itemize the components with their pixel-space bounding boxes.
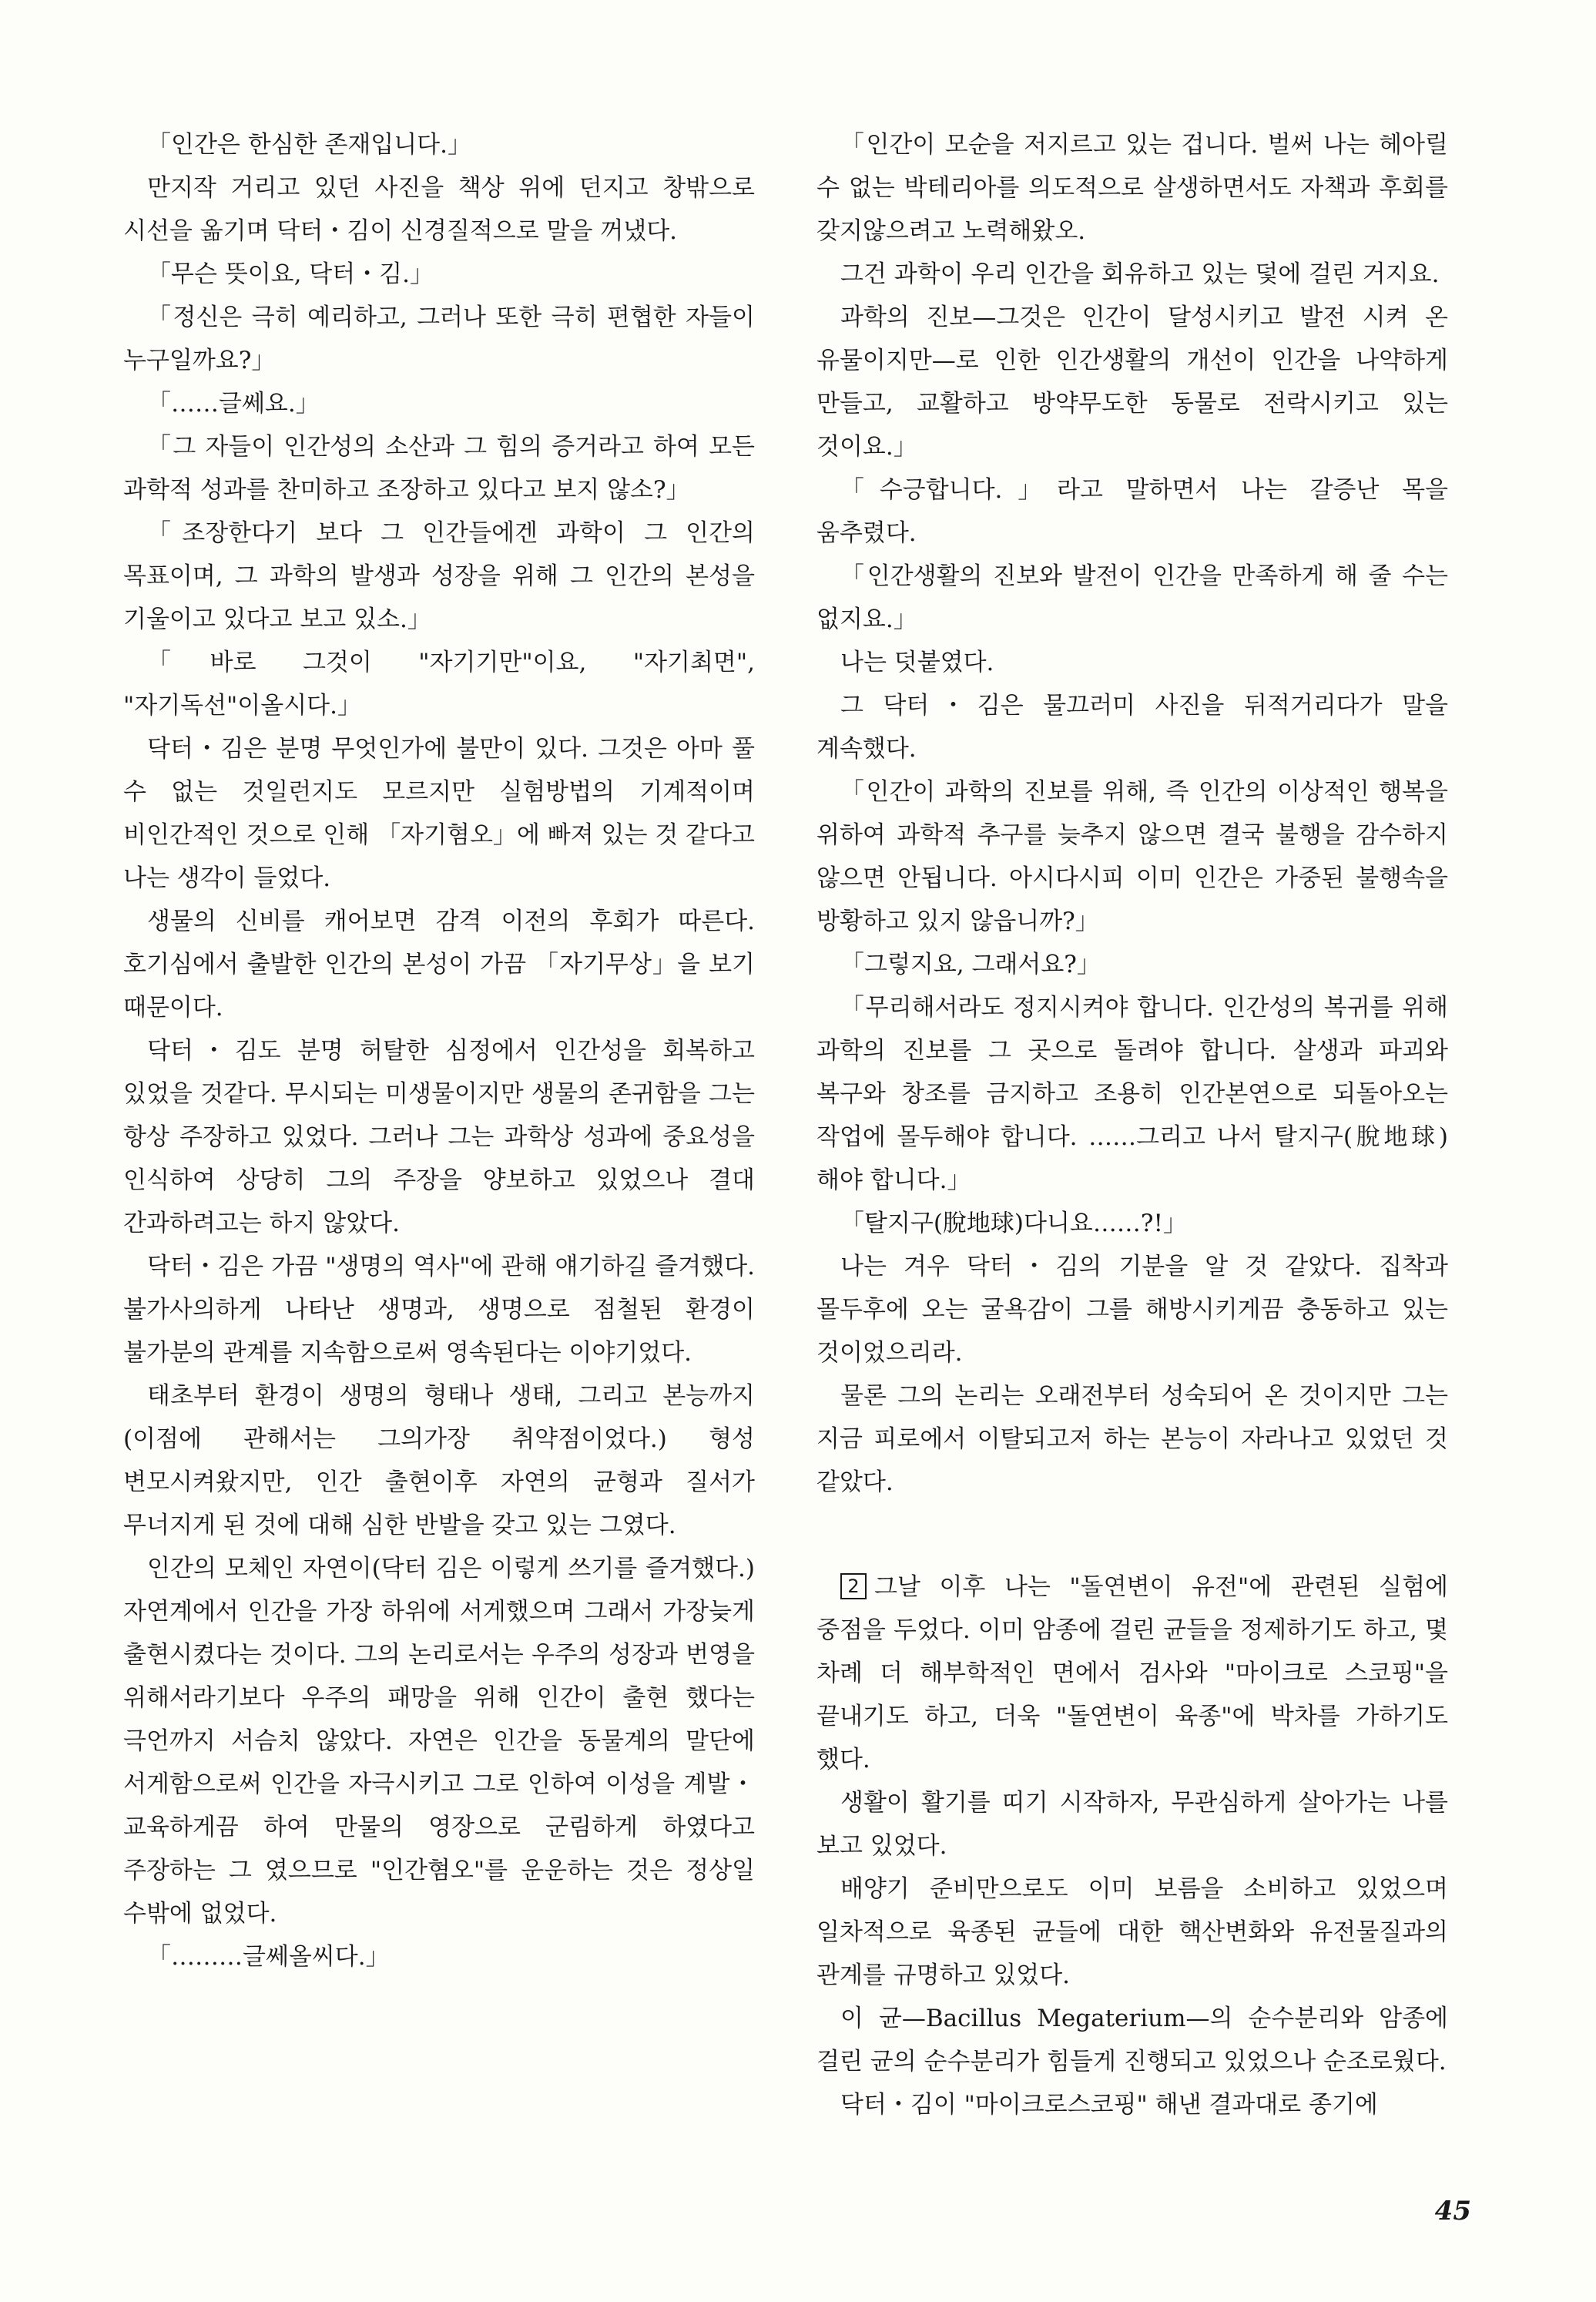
paragraph: 배양기 준비만으로도 이미 보름을 소비하고 있었으며 일차적으로 육종된 균들에 대한 핵산변화와 유전물질과의 관계를 규명하고 있었다. — [816, 1875, 1448, 1989]
paragraph: 과학의 진보—그것은 인간이 달성시키고 발전 시켜 온 유물이지만—로 인한 인간생활의 개선이 인간을 나약하게 만들고, 교활하고 방약무도한 동물로 전락시키고 있는 것이요.」 — [816, 304, 1448, 461]
paragraph: 만지작 거리고 있던 사진을 책상 위에 던지고 창밖으로 시선을 옮기며 닥터・김이 신경질적으로 말을 꺼냈다. — [123, 174, 755, 245]
paragraph: 그건 과학이 우리 인간을 회유하고 있는 덫에 걸린 거지요. — [840, 260, 1440, 288]
paragraph: 「……글쎄요.」 — [147, 390, 320, 418]
paragraph: 나는 덧붙였다. — [840, 649, 994, 676]
paragraph: 「인간이 과학의 진보를 위해, 즉 인간의 이상적인 행복을 위하여 과학적 추구를 늦추지 않으면 결국 불행을 감수하지 않으면 안됩니다. 아시다시피 이미 인간은 가중된 불행속을 방황하고 있지 않읍니까?」 — [816, 778, 1448, 935]
paragraph: 「그 자들이 인간성의 소산과 그 힘의 증거라고 하여 모든 과학적 성과를 찬미하고 조장하고 있다고 보지 않소?」 — [123, 433, 755, 504]
paragraph: 「인간생활의 진보와 발전이 인간을 만족하게 해 줄 수는 없지요.」 — [816, 562, 1448, 633]
paragraph: 닥터・김도 분명 허탈한 심정에서 인간성을 회복하고 있었을 것같다. 무시되는 미생물이지만 생물의 존귀함을 그는 항상 주장하고 있었다. 그러나 그는 과학상 성과에 중요성을 인식하여 상당히 그의 주장을 양보하고 있었으나 결대 간과하려고는 하지 않았다. — [123, 1037, 755, 1237]
paragraph: 생물의 신비를 캐어보면 감격 이전의 후회가 따른다. 호기심에서 출발한 인간의 본성이 가끔 「자기무상」을 보기 때문이다. — [123, 908, 755, 1022]
paragraph: 나는 겨우 닥터・김의 기분을 알 것 같았다. 집착과 몰두후에 오는 굴욕감이 그를 해방시키게끔 충동하고 있는 것이었으리라. — [816, 1253, 1448, 1367]
left-column — [123, 123, 755, 1978]
right-column — [816, 123, 1448, 2126]
paragraph: 인간의 모체인 자연이(닥터 김은 이렇게 쓰기를 즐겨했다.) 자연계에서 인간을 가장 하위에 서게했으며 그래서 가장늦게 출현시켰다는 것이다. 그의 논리로서는 우주의 성장과 번영을 위해서라기보다 우주의 패망을 위해 인간이 출현 했다는 극언까지 서슴치 않았다. 자연은 인간을 동물계의 말단에 서게함으로써 인간을 자극시키고 그로 인하여 이성을 계발・교육하게끔 하여 만물의 영장으로 군림하게 하였다고 주장하는 그 였으므로 "인간혐오"를 운운하는 것은 정상일 수밖에 없었다. — [123, 1555, 755, 1928]
paragraph: 이 균—Bacillus Megaterium—의 순수분리와 암종에 걸린 균의 순수분리가 힘들게 진행되고 있었으나 순조로웠다. — [816, 2005, 1448, 2075]
paragraph: 「바로 그것이 "자기기만"이요, "자기최면", "자기독선"이올시다.」 — [123, 649, 755, 720]
paragraph: 생활이 활기를 띠기 시작하자, 무관심하게 살아가는 나를 보고 있었다. — [816, 1789, 1448, 1860]
paragraph: 닥터・김이 "마이크로스코핑" 해낸 결과대로 종기에 — [840, 2091, 1378, 2119]
paragraph: 물론 그의 논리는 오래전부터 성숙되어 온 것이지만 그는 지금 피로에서 이탈되고저 하는 본능이 자라나고 있었던 것 같았다. — [816, 1382, 1448, 1496]
paragraph: 「탈지구(脫地球)다니요……?!」 — [840, 1210, 1187, 1237]
paragraph: 그 닥터・김은 물끄러미 사진을 뒤적거리다가 말을 계속했다. — [816, 692, 1448, 763]
paragraph: 「조장한다기 보다 그 인간들에겐 과학이 그 인간의 목표이며, 그 과학의 발생과 성장을 위해 그 인간의 본성을 기울이고 있다고 보고 있소.」 — [123, 519, 755, 633]
paragraph: 닥터・김은 가끔 "생명의 역사"에 관해 얘기하길 즐겨했다. 불가사의하게 나타난 생명과, 생명으로 점철된 환경이 불가분의 관계를 지속함으로써 영속된다는 이야기었다. — [123, 1253, 755, 1367]
section-number-box: 2 — [840, 1573, 867, 1599]
paragraph: 「수긍합니다.」라고 말하면서 나는 갈증난 목을 움추렸다. — [816, 476, 1448, 547]
paragraph: 태초부터 환경이 생명의 형태나 생태, 그리고 본능까지(이점에 관해서는 그의가장 취약점이었다.) 형성 변모시켜왔지만, 인간 출현이후 자연의 균형과 질서가 무너지게 된 것에 대해 심한 반발을 갖고 있는 그였다. — [123, 1382, 755, 1539]
paragraph: 닥터・김은 분명 무엇인가에 불만이 있다. 그것은 아마 풀 수 없는 것일런지도 모르지만 실험방법의 기계적이며 비인간적인 것으로 인해 「자기혐오」에 빠져 있는 것 같다고 나는 생각이 들었다. — [123, 735, 755, 892]
paragraph: 「무리해서라도 정지시켜야 합니다. 인간성의 복귀를 위해 과학의 진보를 그 곳으로 돌려야 합니다. 살생과 파괴와 복구와 창조를 금지하고 조용히 인간본연으로 되돌아오는 작업에 몰두해야 합니다. ……그리고 나서 탈지구(脫地球)해야 합니다.」 — [816, 994, 1448, 1194]
paragraph: 「정신은 극히 예리하고, 그러나 또한 극히 편협한 자들이 누구일까요?」 — [123, 304, 755, 374]
paragraph: 「그렇지요, 그래서요?」 — [840, 951, 1101, 978]
paragraph: 「무슨 뜻이요, 닥터・김.」 — [147, 260, 434, 288]
paragraph: 「인간은 한심한 존재입니다.」 — [147, 131, 471, 159]
paragraph: 「인간이 모순을 저지르고 있는 겁니다. 벌써 나는 헤아릴 수 없는 박테리아를 의도적으로 살생하면서도 자책과 후회를 갖지않으려고 노력해왔오. — [816, 131, 1448, 245]
page-number: 45 — [1434, 2196, 1471, 2226]
paragraph-text: 그날 이후 나는 "돌연변이 유전"에 관련된 실험에 중점을 두었다. 이미 암종에 걸린 균들을 정제하기도 하고, 몇 차례 더 해부학적인 면에서 검사와 "마이크로 스코핑"을 끝내기도 하고, 더욱 "돌연변이 육종"에 박차를 가하기도 했다. — [816, 1573, 1448, 1773]
section-first-paragraph — [816, 1565, 1448, 1781]
paragraph: 「………글쎄올씨다.」 — [147, 1943, 390, 1971]
